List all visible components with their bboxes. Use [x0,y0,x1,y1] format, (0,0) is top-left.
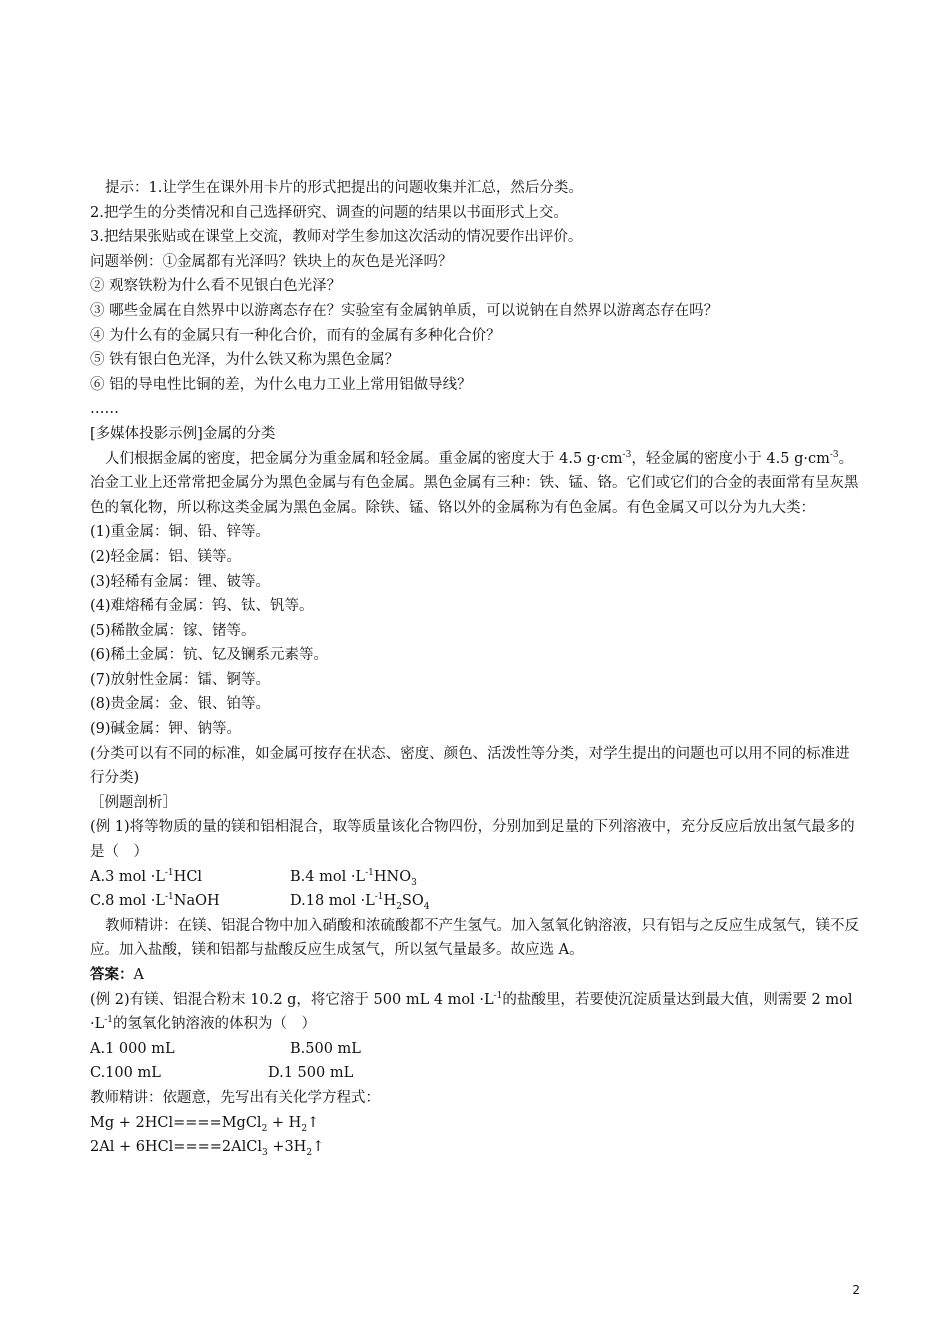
option-b: B.500 mL [290,1040,361,1057]
section-heading: [多媒体投影示例]金属的分类 [90,425,276,442]
text-span: B.4 mol ·L [290,868,366,885]
ellipsis: …… [90,401,119,418]
option-c [90,889,290,914]
classification-note: (分类可以有不同的标准，如金属可按存在状态、密度、颜色、活泼性等分类，对学生提出的问题也可以用不同的标准进行分类) [90,745,850,787]
hint-line: 提示：1.让学生在课外用卡片的形式把提出的问题收集并汇总，然后分类。 [105,180,583,196]
text-span: ↑ [307,1114,320,1131]
text-span: H [383,893,397,910]
superscript: -1 [493,990,503,1001]
equation-2 [90,1135,860,1160]
text-span: 的盐酸里，若要使沉淀质量达到最大值，则需要 2 mol ·L [90,991,853,1033]
question-example: ⑥ 铝的导电性比铜的差，为什么电力工业上常用铝做导线？ [90,376,472,393]
text-span: Mg + 2HCl====MgCl [90,1114,262,1131]
text-span: 人们根据金属的密度，把金属分为重金属和轻金属。重金属的密度大于 4.5 g·cm [105,450,623,467]
text-span: D.18 mol ·L [290,893,375,910]
answer-label: 答案： [90,966,134,983]
text-span: SO [401,893,424,910]
question-example: ④ 为什么有的金属只有一种化合价，而有的金属有多种化合价？ [90,327,501,344]
superscript: -1 [374,892,384,903]
option-a [90,865,290,890]
category-item: (7)放射性金属：镭、锕等。 [90,671,271,688]
text-span: 2Al + 6HCl====2AlCl [90,1139,262,1156]
question-example: ③ 哪些金属在自然界中以游离态存在？实验室有金属钠单质，可以说钠在自然界以游离态存在吗？ [90,302,719,319]
subscript: 2 [306,1148,313,1159]
category-item: (5)稀散金属：镓、锗等。 [90,622,256,639]
section-heading: ［例题剖析］ [90,794,177,811]
text-span: C.8 mol ·L [90,893,165,910]
category-item: (8)贵金属：金、银、铂等。 [90,696,271,713]
category-item: (3)轻稀有金属：锂、铍等。 [90,573,271,590]
text-span: ↑ [312,1139,325,1156]
options-row [90,889,860,914]
option-c: C.100 mL [90,1065,161,1082]
category-item: (4)难熔稀有金属：钨、钛、钒等。 [90,598,314,615]
answer-line [90,963,860,988]
teacher-explanation: 教师精讲：依题意，先写出有关化学方程式： [90,1089,380,1106]
subscript: 2 [396,902,402,913]
answer-value: A [133,967,144,983]
superscript: -3 [829,449,839,460]
superscript: -3 [622,449,632,460]
text-span: A.3 mol ·L [90,868,165,885]
superscript: -1 [164,867,174,878]
subscript: 3 [261,1148,268,1159]
text-span: (例 2)有镁、铝混合粉末 10.2 g，将它溶于 500 mL 4 mol ·L [90,991,494,1008]
option-d: D.1 500 mL [268,1065,354,1082]
category-item: (9)碱金属：钾、钠等。 [90,721,242,738]
text-span: 的氢氧化钠溶液的体积为（ ） [113,1016,317,1033]
text-span: HCl [173,868,203,885]
teacher-explanation: 教师精讲：在镁、铝混合物中加入硝酸和浓硫酸都不产生氢气。加入氢氧化钠溶液，只有铝与之反应生成氢气，镁不反应。加入盐酸，镁和铝都与盐酸反应生成氢气，所以氢气量最多。故应选 A。 [90,917,859,959]
subscript: 2 [301,1123,308,1134]
text-span: ，轻金属的密度小于 4.5 g·cm [631,450,830,467]
question-example: ⑤ 铁有银白色光泽，为什么铁又称为黑色金属？ [90,352,400,369]
category-item: (1)重金属：铜、铅、锌等。 [90,524,271,541]
hint-line: 2.把学生的分类情况和自己选择研究、调查的问题的结果以书面形式上交。 [90,204,568,221]
hint-line: 3.把结果张贴或在课堂上交流，教师对学生参加这次活动的情况要作出评价。 [90,229,583,246]
category-item: (6)稀土金属：钪、钇及镧系元素等。 [90,647,329,664]
superscript: -1 [365,867,374,878]
option-a: A.1 000 mL [90,1040,175,1057]
example-2-question [90,988,860,1037]
category-item: (2)轻金属：铝、镁等。 [90,548,242,565]
text-span: 。冶金工业上还常常把金属分为黑色金属与有色金属。黑色金属有三种：铁、锰、铬。它们或它们的合金的表面常有呈灰黑色的氧化物，所以称这类金属为黑色金属。除铁、锰、铬以外的金属称为有色金属。有色金属又可以分为九大类： [90,450,859,516]
text-span: + H [267,1114,302,1131]
document-body [90,176,860,1160]
subscript: 4 [423,902,430,913]
subscript: 2 [261,1123,268,1134]
text-span: NaOH [173,893,220,910]
option-d [290,889,429,914]
options-row [90,1061,860,1086]
equation-1 [90,1111,860,1136]
question-example: 问题举例：①金属都有光泽吗？铁块上的灰色是光泽吗？ [90,253,453,270]
text-span: HNO [373,868,412,885]
subscript: 3 [411,877,417,888]
text-span: +3H [267,1139,307,1156]
superscript: -1 [104,1015,114,1026]
page-number: 2 [852,1283,860,1297]
classification-paragraph [90,447,860,521]
option-b [290,865,417,890]
options-row [90,1037,860,1062]
superscript: -1 [165,892,174,903]
example-1-question: (例 1)将等物质的量的镁和铝相混合，取等质量该化合物四份，分别加到足量的下列溶液中，充分反应后放出氢气最多的是（ ） [90,819,855,861]
question-example: ② 观察铁粉为什么看不见银白色光泽？ [90,278,342,295]
options-row [90,865,860,890]
